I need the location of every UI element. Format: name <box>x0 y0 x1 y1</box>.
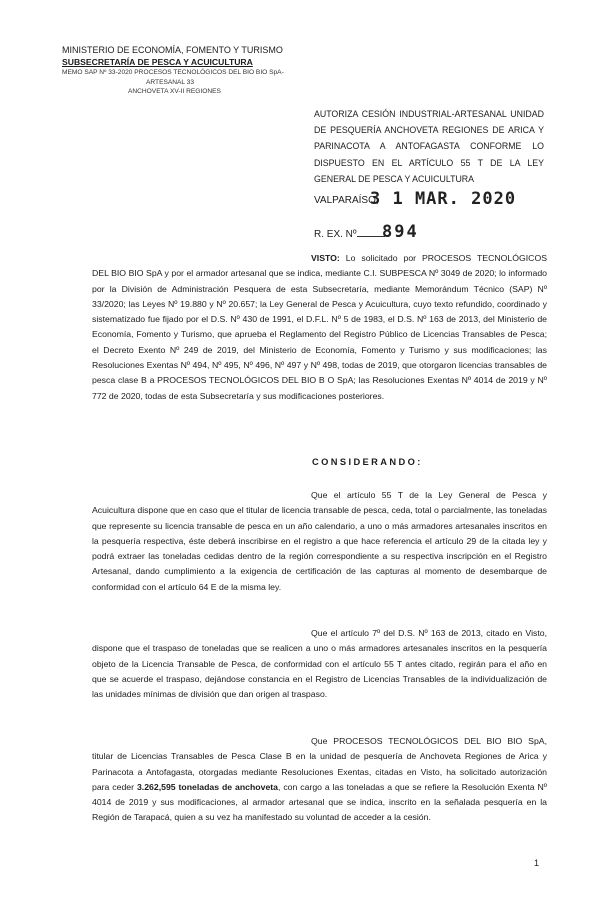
paragraph-3-text-start: Que PROCESOS TECNOLÓGICOS DEL BIO BIO SpA, titular de Licencias Transables de Pesca Clase B en la unidad de pesquería de Anchoveta Regiones de Arica y Parinacota a Antofagasta, otorgadas mediante Resoluciones Exentas, citadas en Visto, ha solicitado autorización para ceder <box>92 736 547 792</box>
considerando-heading: CONSIDERANDO: <box>312 457 423 467</box>
considerando-paragraph-3 <box>92 734 547 826</box>
paragraph-1-text: Que el artículo 55 T de la Ley General de Pesca y Acuicultura dispone que en caso que el titular de licencia transable de pesca, ceda, total o parcialmente, las toneladas que represente su licencia transable de pesca en un año calendario, a uno o más armadores artesanales inscritos en la pesquería respectiva, éste deberá inscribirse en el registro a que hace referencia el artículo 29 de la citada ley y podrá extraer las toneladas cedidas dentro de la región correspondiente a su respectiva inscripción en el Registro Artesanal, dando cumplimiento a la exigencia de certificación de las capturas al momento de desembarque de conformidad con el artículo 64 E de la misma ley. <box>92 490 547 592</box>
resolution-title: AUTORIZA CESIÓN INDUSTRIAL-ARTESANAL UNIDAD DE PESQUERÍA ANCHOVETA REGIONES DE ARICA Y PARINACOTA A ANTOFAGASTA CONFORME LO DISPUESTO EN EL ARTÍCULO 55 T DE LA LEY GENERAL DE PESCA Y ACUICULTURA <box>314 109 544 184</box>
visto-text: Lo solicitado por PROCESOS TECNOLÓGICOS DEL BIO BIO SpA y por el armador artesanal que se indica, mediante C.I. SUBPESCA Nº 3049 de 2020; lo informado por la División de Administración Pesquera de esta Subsecretaría, mediante Memorándum Técnico (SAP) Nº 33/2020; las Leyes Nº 19.880 y Nº 20.657; la Ley General de Pesca y Acuicultura, cuyo texto refundido, coordinado y sistematizado fue fijado por el D.S. Nº 430 de 1991, el D.F.L. Nº 5 de 1983, el D.S. Nº 163 de 2013, del Ministerio de Economía, Fomento y Turismo, que aprueba el Reglamento del Registro Público de Licencias Transables de Pesca; el Decreto Exento Nº 249 de 2019, del Ministerio de Economía, Fomento y Turismo y sus modificaciones; las Resoluciones Exentas Nº 494, Nº 495, Nº 496, Nº 497 y Nº 498, todas de 2019, que otorgaron licencias transables de pesca clase B a PROCESOS TECNOLÓGICOS DEL BIO B O SpA; las Resoluciones Exentas Nº 4014 de 2019 y Nº 772 de 2020, todas de esta Subsecretaría y sus modificaciones posteriores. <box>92 253 547 401</box>
resolution-number-stamp: 894 <box>382 222 419 242</box>
letterhead <box>62 44 302 97</box>
memo-reference-line2: ARTESANAL 33 <box>146 78 195 86</box>
visto-heading: VISTO: <box>311 253 340 263</box>
considerando-paragraph-1 <box>92 488 547 595</box>
date-stamp: 3 1 MAR. 2020 <box>370 189 517 209</box>
resolution-number-line <box>314 222 554 242</box>
memo-reference: MEMO SAP Nº 33-2020 PROCESOS TECNOLÓGICOS DEL BIO BIO SpA- <box>62 69 284 76</box>
memo-reference-line3: ANCHOVETA XV-II REGIONES <box>128 88 221 95</box>
paragraph-3-text-end: , con cargo a las toneladas a que se refiere la Resolución Exenta Nº 4014 de 2019 y sus modificaciones, al armador artesanal que se indica, inscrito en la señalada pesquería en la Región de Tarapacá, quien a su vez ha manifestado su voluntad de acceder a la cesión. <box>92 781 547 823</box>
visto-paragraph <box>92 251 547 404</box>
tonnage-highlight: 3.262,595 toneladas de anchoveta <box>136 781 278 792</box>
date-label: VALPARAÍSO, <box>314 195 379 206</box>
number-underline <box>357 236 385 237</box>
date-line <box>314 189 554 209</box>
page-number: 1 <box>534 858 540 868</box>
paragraph-2-text: Que el artículo 7º del D.S. Nº 163 de 2013, citado en Visto, dispone que el traspaso de toneladas que se realicen a uno o más armadores artesanales inscritos en la pesquería objeto de la Licencia Transable de Pesca, de conformidad con el artículo 55 T antes citado, regirán para el año en que se acuerde el traspaso, dejándose constancia en el Registro de Licencias Transables de la individualización de las unidades mínimas de división que dan origen al traspaso. <box>92 628 547 700</box>
subsecretaria-name: SUBSECRETARÍA DE PESCA Y ACUICULTURA <box>62 57 253 67</box>
ministry-name: MINISTERIO DE ECONOMÍA, FOMENTO Y TURISMO <box>62 45 283 55</box>
resolution-label: R. EX. Nº <box>314 229 357 240</box>
considerando-paragraph-2 <box>92 626 547 702</box>
